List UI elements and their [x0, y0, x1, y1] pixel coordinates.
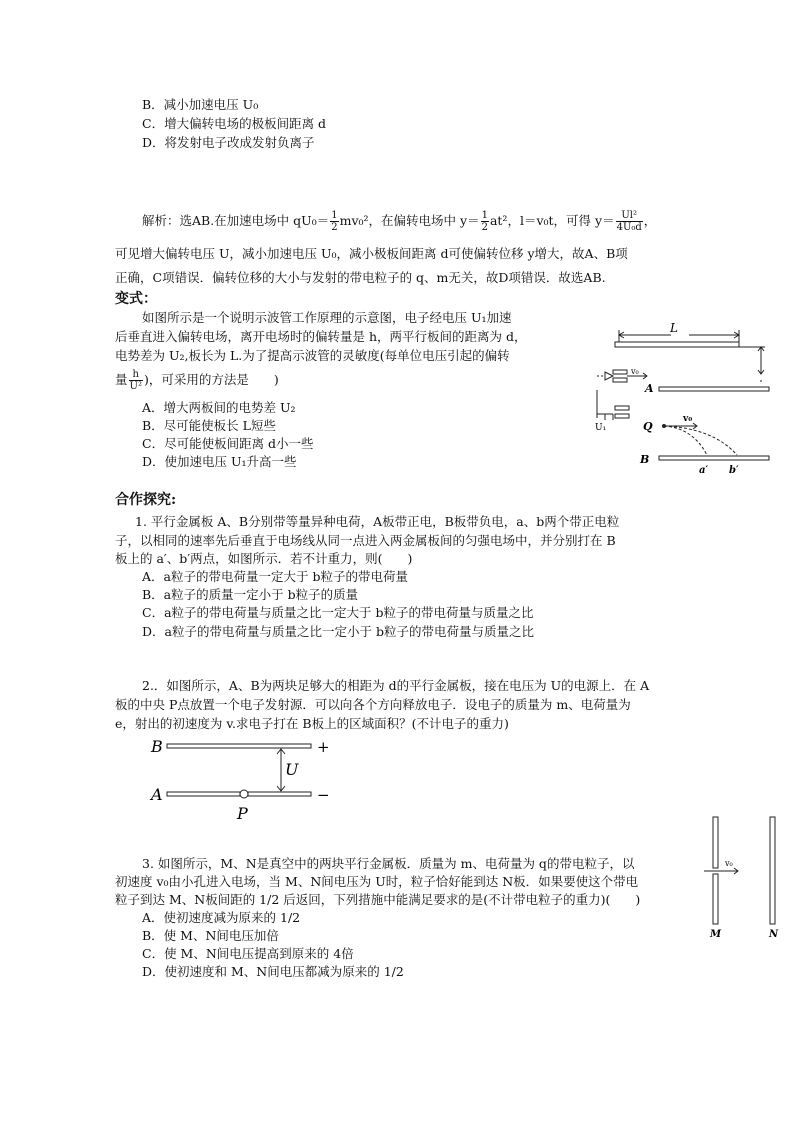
solution-text-4: ，	[643, 213, 657, 228]
fraction-denominator: U²	[129, 381, 142, 392]
q1-option-b: B．a粒子的质量一定小于 b粒子的质量	[142, 587, 359, 602]
q3-line-1: 3. 如图所示，M、N是真空中的两块平行金属板．质量为 m、电荷量为 q的带电粒子，以	[142, 856, 635, 871]
voltage-u1-label: U₁	[595, 423, 607, 433]
variant-heading: 变式：	[115, 291, 157, 307]
solution-line-1	[142, 208, 656, 234]
variant-line-4	[115, 368, 279, 392]
fraction-numerator: Ul²	[616, 210, 643, 222]
variant-line-2: 后垂直进入偏转电场，离开电场时的偏转量是 h，两平行板间的距离为 d，	[115, 329, 527, 344]
variant-text-a: 量	[115, 372, 128, 387]
sensitivity-fraction	[129, 369, 143, 392]
deflection-diagram	[575, 320, 775, 480]
q3-option-a: A．使初速度减为原来的 1/2	[142, 910, 301, 925]
plate-length-label: L	[670, 321, 678, 335]
variant-line-3: 电势差为 U₂,板长为 L.为了提高示波管的灵敏度(每单位电压引起的偏转	[115, 348, 510, 363]
q1-line-1: 1. 平行金属板 A、B分别带等量异种电荷，A板带正电，B板带负电，a、b两个带正电粒	[135, 514, 620, 529]
point-q-label: Q	[643, 420, 653, 433]
fraction-half-2	[481, 210, 489, 233]
q3-line-3: 粒子到达 M、N板间距的 1/2 后返回，下列措施中能满足要求的是(不计带电粒子的重力)( )	[115, 892, 641, 907]
plate-n-label: N	[769, 929, 779, 940]
fraction-numerator: 1	[481, 210, 488, 221]
variant-option-c: C．尽可能使板间距离 d小一些	[142, 436, 314, 451]
point-a-prime-label: a′	[699, 465, 709, 476]
fraction-denominator: 2	[481, 222, 488, 233]
q1-option-a: A．a粒子的带电荷量一定大于 b粒子的带电荷量	[142, 569, 408, 584]
mn-plates-diagram	[700, 812, 790, 940]
solution-text-3: at²，l＝v₀t，可得 y＝	[489, 213, 615, 228]
velocity-label: v₀	[725, 859, 733, 868]
q3-option-d: D．使初速度和 M、N间电压都减为原来的 1/2	[142, 964, 404, 979]
fraction-denominator: 4U₀d	[616, 222, 642, 233]
plate-a-label: A	[151, 785, 163, 804]
coop-heading: 合作探究:	[115, 492, 177, 508]
q3-line-2: 初速度 v₀由小孔进入电场，当 M、N间电压为 U时，粒子恰好能到达 N板．如果要使这个带电	[115, 874, 639, 889]
solution-line-2: 可见增大偏转电压 U，减小加速电压 U₀，减小极板间距离 d可使偏转位移 y增大，故A、B项	[115, 246, 628, 261]
q1-line-2: 子，以相同的速率先后垂直于电场线从同一点进入两金属板间的匀强电场中，并分别打在 B	[115, 533, 616, 548]
q2-line-2: 板的中央 P点放置一个电子发射源．可以向各个方向释放电子．设电子的质量为 m、电荷量为	[115, 697, 631, 712]
positive-terminal-label: +	[317, 738, 330, 756]
plate-b-label: B	[151, 737, 163, 756]
option-c: C．增大偏转电场的极板间距离 d	[142, 116, 327, 131]
option-d: D．将发射电子改成发射负离子	[142, 135, 315, 150]
emission-point	[662, 424, 666, 428]
fraction-numerator: 1	[331, 210, 338, 221]
negative-terminal-label: −	[317, 786, 330, 804]
q3-option-b: B．使 M、N间电压加倍	[142, 928, 279, 943]
voltage-u-label: U	[285, 760, 299, 779]
option-b: B．减小加速电压 U₀	[142, 97, 259, 112]
variant-text-b: )，可采用的方法是 )	[143, 372, 279, 387]
fraction-half-1	[330, 210, 338, 233]
parallel-plates-diagram	[145, 735, 340, 825]
fraction-denominator: 2	[331, 222, 338, 233]
variant-option-b: B．尽可能使板长 L短些	[142, 418, 276, 433]
fraction-numerator: h	[129, 369, 143, 381]
q2-line-3: e，射出的初速度为 v.求电子打在 B板上的区域面积？(不计电子的重力)	[115, 716, 509, 731]
q1-option-d: D．a粒子的带电荷量与质量之比一定小于 b粒子的带电荷量与质量之比	[142, 624, 534, 639]
point-p-label: P	[237, 804, 248, 823]
fraction-result	[616, 210, 643, 233]
point-b-prime-label: b′	[729, 465, 739, 476]
q1-line-3: 板上的 a′、b′两点，如图所示．若不计重力，则( )	[115, 551, 413, 566]
q2-line-1: 2.．如图所示，A、B为两块足够大的相距为 d的平行金属板，接在电压为 U的电源上．在 A	[142, 678, 650, 693]
q1-option-c: C．a粒子的带电荷量与质量之比一定大于 b粒子的带电荷量与质量之比	[142, 605, 534, 620]
velocity-label: v₀	[683, 414, 693, 424]
plate-a-label: A	[645, 382, 654, 395]
plate-m-label: M	[710, 929, 722, 940]
solution-text-1: 解析：选AB.在加速电场中 qU₀＝	[142, 213, 330, 228]
solution-line-3: 正确，C项错误．偏转位移的大小与发射的带电粒子的 q、m无关，故D项错误．故选AB.	[115, 270, 606, 285]
q3-option-c: C．使 M、N间电压提高到原来的 4倍	[142, 946, 354, 961]
variant-option-d: D．使加速电压 U₁升高一些	[142, 454, 297, 469]
variant-line-1: 如图所示是一个说明示波管工作原理的示意图，电子经电压 U₁加速	[142, 310, 512, 325]
plate-b-label: B	[640, 453, 650, 466]
solution-text-2: mv₀²，在偏转电场中 y＝	[339, 213, 480, 228]
velocity-label-top: v₀	[631, 367, 639, 376]
variant-option-a: A．增大两板间的电势差 U₂	[142, 400, 296, 415]
